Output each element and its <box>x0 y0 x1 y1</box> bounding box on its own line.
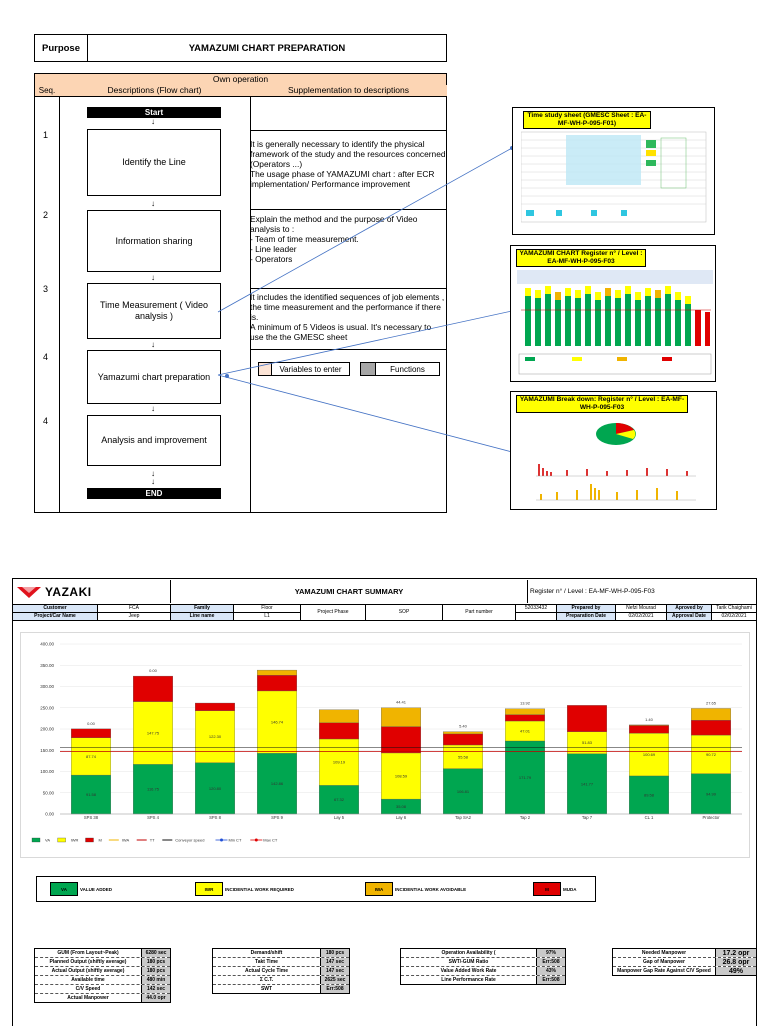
flow-start: Start <box>87 107 221 118</box>
bar-segment-iwa <box>443 732 483 734</box>
bar-segment-iwa <box>629 725 669 726</box>
thumb-time-study-sheet <box>512 107 715 235</box>
va-data-label: 106.81 <box>456 788 470 794</box>
variables-label: Variables to enter <box>279 364 342 374</box>
iwr-data-label: 100.69 <box>642 752 656 758</box>
thumb-time-study-image <box>521 130 711 230</box>
kpi-row <box>401 958 565 967</box>
legend-swatch <box>86 838 94 842</box>
flow-arrow-icon: ↓ <box>151 199 155 208</box>
bar-segment-m <box>257 675 297 691</box>
legend-swatch <box>58 838 66 842</box>
kpi-row <box>401 976 565 984</box>
top-data-label: 27.65 <box>705 700 717 706</box>
iwr-data-label: 147.75 <box>146 730 160 736</box>
iwr-data-label: 47.01 <box>519 728 531 734</box>
flow-arrow-icon: ↓ <box>151 477 155 486</box>
thumb-bars <box>525 286 710 346</box>
legend-box-code: IWA <box>365 882 393 896</box>
x-tick-label: SPS 38 <box>83 815 99 820</box>
y-tick-label: 200.00 <box>40 726 54 732</box>
kpi-row <box>613 949 756 958</box>
part-label: Part number <box>442 604 516 621</box>
kpi-value: 97% <box>536 949 565 957</box>
flow-arrow-icon: ↓ <box>151 469 155 478</box>
functions-label: Functions <box>390 364 425 374</box>
kpi-label: Available time <box>71 977 105 983</box>
x-tick-label: Tap 2 <box>519 815 531 820</box>
bar-segment-m <box>381 727 421 753</box>
legend-box-va <box>50 883 112 895</box>
iwr-data-label: 122.30 <box>208 734 222 740</box>
legend-label: Min CT <box>228 837 242 843</box>
kpi-label: GUM (From Layout~Peak) <box>57 950 119 956</box>
supp-text-2: Explain the method and the purpose of Video analysis to : - Team of time measurement. - Line leader - Operators <box>250 214 418 264</box>
kpi-row <box>213 976 349 985</box>
kpi-value: 480 min <box>141 976 170 984</box>
kpi-table <box>400 948 566 985</box>
seq-4: 4 <box>43 352 49 362</box>
bar-segment-m <box>691 720 731 735</box>
x-tick-label: SPS 9 <box>271 815 283 820</box>
va-data-label: 67.32 <box>333 797 345 803</box>
col-seq-header: Seq. <box>35 85 60 97</box>
y-tick-label: 350.00 <box>40 662 54 668</box>
va-data-label: 94.99 <box>705 791 717 797</box>
kpi-label: Actual Output (shiftly average) <box>51 968 125 974</box>
kpi-label: C/V Speed <box>75 986 101 992</box>
iwr-data-label: 108.59 <box>394 773 408 779</box>
summary-title: YAMAZUMI CHART SUMMARY <box>170 580 528 603</box>
bar-segment-m <box>505 715 545 721</box>
flow-end: END <box>87 488 221 499</box>
kpi-row <box>35 949 170 958</box>
top-data-label: 44.41 <box>395 699 407 705</box>
kpi-value: 2625 sec <box>320 976 349 984</box>
legend-marker <box>220 839 223 842</box>
x-tick-label: Lay 5 <box>333 815 345 820</box>
va-data-label: 89.58 <box>643 792 655 798</box>
kpi-row <box>213 958 349 967</box>
legend-box-iwr <box>195 883 294 895</box>
kpi-value: 44.0 opr <box>141 994 170 1002</box>
va-data-label: 120.80 <box>208 785 222 791</box>
approved-value: Tarik Chaighami <box>711 604 757 613</box>
legend-box-iwa <box>365 883 466 895</box>
x-tick-label: Tap 7 <box>581 815 593 820</box>
kpi-row <box>613 967 756 975</box>
yamazumi-chart <box>20 632 750 858</box>
own-operation-header: Own operation <box>35 74 446 86</box>
y-tick-label: 300.00 <box>40 684 54 689</box>
legend-label: TT <box>149 837 155 843</box>
phase-label: Project Phase <box>300 604 366 621</box>
legend-box-code: IWR <box>195 882 223 896</box>
kpi-row <box>35 967 170 976</box>
kpi-row <box>213 967 349 976</box>
kpi-label: Needed Manpower <box>641 950 687 956</box>
seq-2: 2 <box>43 210 49 220</box>
y-tick-label: 250.00 <box>40 705 54 711</box>
prepared-label: Prepared by <box>556 604 616 613</box>
flow-step-time-measurement: Time Measurement ( Video analysis ) <box>87 283 221 339</box>
kpi-label: SWT <box>260 986 273 992</box>
iwr-data-label: 90.72 <box>705 751 717 757</box>
kpi-label: Value Added Work Rate <box>440 968 497 974</box>
x-tick-label: SPS 4 <box>147 815 159 820</box>
kpi-label: SWT/-GUM Ratio <box>448 959 489 965</box>
line-label: Line name <box>170 612 234 621</box>
legend-box-m <box>533 883 577 895</box>
appr-date-value: 02/02/2021 <box>711 612 757 621</box>
customer-value: FCA <box>97 604 171 613</box>
kpi-label: Line Performance Rate <box>441 977 496 983</box>
kpi-table <box>212 948 350 994</box>
iwr-data-label: 87.74 <box>85 753 97 759</box>
legend-box-code: M <box>533 882 561 896</box>
purpose-title: YAMAZUMI CHART PREPARATION <box>188 42 346 54</box>
kpi-value: 6280 sec <box>141 949 170 957</box>
kpi-row <box>613 958 756 967</box>
kpi-row <box>35 994 170 1002</box>
bar-segment-iwa <box>381 708 421 727</box>
appr-date-label: Approval Date <box>666 612 712 621</box>
line-value: L1 <box>233 612 301 621</box>
supp-text-1: It is generally necessary to identify the physical framework of the study and the resources concerned (Operators ...) The usage phase of YAMAZUMI chart : after ECR implementation/ Performance improvement <box>250 139 446 189</box>
kpi-value: Err:508 <box>320 985 349 993</box>
thumb-caption: Time study sheet (GMESC Sheet : EA-MF-WH-P-095-F01) <box>523 111 651 129</box>
legend-label: IWR <box>70 837 79 843</box>
legend-box-text: VALUE ADDED <box>80 886 113 892</box>
kpi-row <box>401 967 565 976</box>
kpi-table <box>34 948 171 1003</box>
thumb-caption: YAMAZUMI CHART Register n° / Level : EA-MF-WH-P-095-F03 <box>516 249 646 267</box>
y-tick-label: 100.00 <box>40 769 54 774</box>
legend-box-text: INCIDENTIAL WORK AVOIDABLE <box>395 886 467 892</box>
flow-step-information-sharing: Information sharing <box>87 210 221 272</box>
part-value-blank <box>515 612 557 621</box>
kpi-label: Gap of Manpower <box>643 959 685 965</box>
family-label: Family <box>170 604 234 613</box>
legend-label: VA <box>45 837 51 843</box>
prepared-value: Nefzi Mourad <box>615 604 667 613</box>
thumb-register-image <box>517 270 713 378</box>
legend-box-text: INCIDENTIAL WORK REQUIRED <box>225 886 294 892</box>
bar-segment-m <box>443 734 483 745</box>
prep-date-value: 02/02/2021 <box>615 612 667 621</box>
flow-arrow-icon: ↓ <box>151 404 155 413</box>
flow-step-analysis-improvement: Analysis and improvement <box>87 415 221 466</box>
bar-segment-iwa <box>257 670 297 675</box>
kpi-row <box>35 985 170 994</box>
y-tick-label: 0.00 <box>45 811 54 817</box>
thumb-yamazumi-breakdown <box>510 391 717 510</box>
kpi-value: 142 sec <box>141 985 170 993</box>
col-supp-header: Supplementation to descriptions <box>250 85 447 97</box>
approved-label: Aproved by <box>666 604 712 613</box>
kpi-label: Demand/shift <box>250 950 283 956</box>
kpi-label: Operation Availability ( <box>441 950 496 956</box>
va-data-label: 142.86 <box>270 781 284 787</box>
bar-segment-iwa <box>691 708 731 720</box>
x-tick-label: SPS 8 <box>209 815 221 820</box>
kpi-value: 43% <box>536 967 565 975</box>
va-data-label: 141.77 <box>580 781 594 787</box>
supp-text-3: It includes the identified sequences of job elements , the time measurement and the performance if there is. A minimum of 5 Videos is usual. It's necessary to use the the GMESC sheet <box>250 292 445 342</box>
thumb-breakdown-image <box>536 418 696 506</box>
kpi-row <box>35 976 170 985</box>
kpi-value: 180 pcs <box>320 949 349 957</box>
kpi-value: 147 sec <box>320 967 349 975</box>
part-value: 52033432 <box>515 604 557 613</box>
purpose-label: Purpose <box>35 35 88 61</box>
kpi-value: 180 pcs <box>141 967 170 975</box>
legend-swatch <box>32 838 40 842</box>
register-label: Register n° / Level : EA-MF-WH-P-095-F03 <box>530 588 655 595</box>
bar-segment-iwa <box>319 710 359 723</box>
kpi-label: Σ C.T. <box>259 977 274 983</box>
legend-box-text: MUDA <box>563 886 577 892</box>
kpi-value: Err:508 <box>536 958 565 966</box>
kpi-row <box>213 949 349 958</box>
flow-arrow-icon: ↓ <box>151 117 155 126</box>
kpi-label: Actual Cycle Time <box>245 968 288 974</box>
flow-step-yamazumi-preparation: Yamazumi chart preparation <box>87 350 221 404</box>
bar-segment-m <box>195 703 235 711</box>
yazaki-logo <box>14 580 170 603</box>
va-data-label: 35.08 <box>395 804 407 810</box>
col-desc-header: Descriptions (Flow chart) <box>59 85 251 97</box>
legend-label: Conveyor speed <box>175 837 205 843</box>
va-data-label: 171.79 <box>518 774 532 780</box>
kpi-value: Err:508 <box>536 976 565 984</box>
x-tick-label: CL 1 <box>644 815 654 820</box>
kpi-table <box>612 948 757 976</box>
flow-step-identify-line: Identify the Line <box>87 129 221 196</box>
bar-segment-m <box>319 723 359 739</box>
flow-arrow-icon: ↓ <box>151 273 155 282</box>
bar-segment-m <box>629 725 669 733</box>
kpi-value: 26.8 opr <box>715 958 756 966</box>
top-data-label: 13.92 <box>519 700 531 706</box>
project-label: Project/Car Name <box>12 612 98 621</box>
legend-label: Max CT <box>263 837 278 843</box>
legend-label: M <box>98 837 102 843</box>
iwr-data-label: 146.74 <box>270 719 284 725</box>
kpi-value: 17.2 opr <box>715 949 756 957</box>
x-tick-label: Protector <box>702 815 720 820</box>
y-tick-label: 400.00 <box>40 641 54 647</box>
yazaki-logo-text: YAZAKI <box>45 584 92 599</box>
thumb-caption: YAMAZUMI Break down: Register n° / Level : EA-MF-WH-P-095-F03 <box>516 395 688 413</box>
project-value: Jeep <box>97 612 171 621</box>
iwr-data-label: 55.58 <box>457 754 469 760</box>
kpi-value: 180 pcs <box>141 958 170 966</box>
kpi-label: Planned Output (shiftly average) <box>49 959 127 965</box>
family-value: Floor <box>233 604 301 613</box>
kpi-label: Takt Time <box>255 959 278 965</box>
kpi-label: Manpower Gap Rate Against C/V Speed <box>617 968 711 974</box>
legend-box-code: VA <box>50 882 78 896</box>
top-data-label: 0.00 <box>87 720 95 726</box>
prep-date-label: Preparation Date <box>556 612 616 621</box>
seq-5: 4 <box>43 416 49 426</box>
iwr-data-label: 109.19 <box>332 759 346 765</box>
yazaki-logo-icon <box>16 585 42 599</box>
thumb-yamazumi-register <box>510 245 716 382</box>
kpi-label: Actual Manpower <box>67 995 109 1001</box>
kpi-row <box>35 958 170 967</box>
kpi-row <box>213 985 349 993</box>
kpi-value: 147 sec <box>320 958 349 966</box>
category-legend-panel <box>36 876 596 902</box>
va-data-label: 91.58 <box>85 792 97 798</box>
seq-1: 1 <box>43 130 49 140</box>
customer-label: Customer <box>12 604 98 613</box>
x-tick-label: Tap SA2 <box>455 815 471 820</box>
bar-segment-m <box>71 729 111 738</box>
legend-marker <box>255 839 258 842</box>
va-data-label: 116.75 <box>147 786 159 792</box>
top-data-label: 5.40 <box>459 723 467 729</box>
y-tick-label: 50.00 <box>42 790 54 796</box>
bar-segment-m <box>567 705 607 731</box>
iwr-data-label: 51.83 <box>581 740 593 746</box>
seq-3: 3 <box>43 284 49 294</box>
legend-label: IWA <box>121 837 130 843</box>
bar-segment-iwa <box>505 709 545 715</box>
flow-arrow-icon: ↓ <box>151 340 155 349</box>
bar-segment-m <box>133 676 173 702</box>
kpi-row <box>401 949 565 958</box>
top-data-label: 1.40 <box>645 716 653 722</box>
top-data-label: 0.00 <box>149 668 157 674</box>
x-tick-label: Lay 6 <box>395 815 407 820</box>
y-tick-label: 150.00 <box>40 747 54 753</box>
kpi-value: 49% <box>715 967 756 975</box>
phase-value: SOP <box>365 604 443 621</box>
